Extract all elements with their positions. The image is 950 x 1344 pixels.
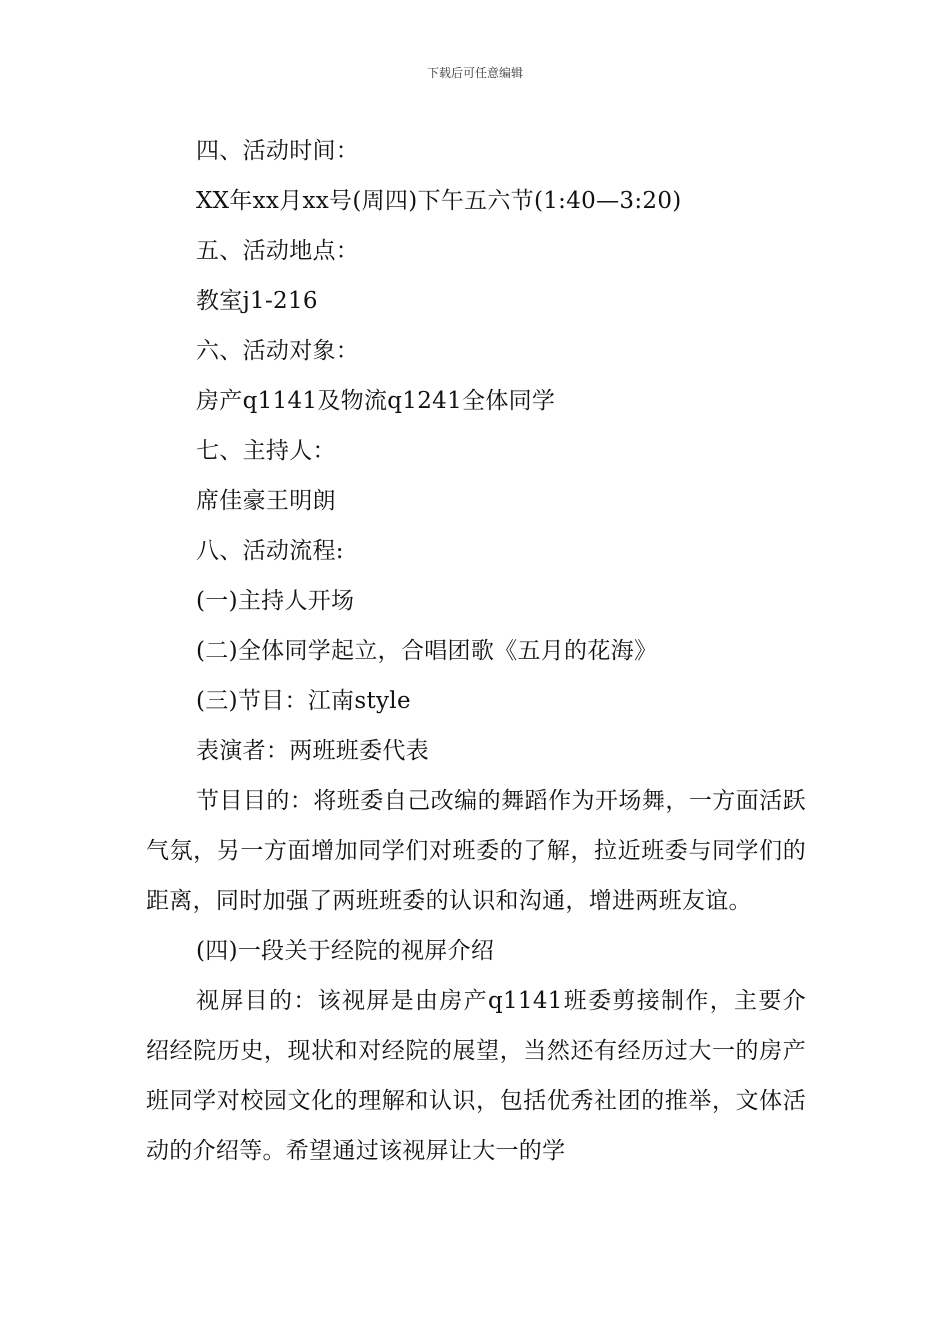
process-step-1: (一)主持人开场 <box>196 588 355 614</box>
activity-time-value: XX年xx月xx号(周四)下午五六节(1:40—3:20) <box>196 188 682 214</box>
section-heading-time: 四、活动时间： <box>196 138 360 164</box>
video-purpose-paragraph: 视屏目的：该视屏是由房产q1141班委剪接制作，主要介绍经院历史，现状和对经院的展望，当然还有经历过大一的房产班同学对校园文化的理解和认识，包括优秀社团的推举，文体活动的介绍等。希望通过该视屏让大一的学 <box>146 988 806 1164</box>
process-step-3: (三)节目：江南style <box>196 688 411 714</box>
performers-line: 表演者：两班班委代表 <box>196 738 429 764</box>
document-body <box>146 126 806 1176</box>
program-purpose-paragraph: 节目目的：将班委自己改编的舞蹈作为开场舞，一方面活跃气氛，另一方面增加同学们对班委的了解，拉近班委与同学们的距离，同时加强了两班班委的认识和沟通，增进两班友谊。 <box>146 788 806 914</box>
activity-location-value: 教室j1-216 <box>196 288 318 314</box>
section-heading-audience: 六、活动对象： <box>196 338 360 364</box>
section-heading-host: 七、主持人： <box>196 438 336 464</box>
activity-audience-value: 房产q1141及物流q1241全体同学 <box>196 388 556 414</box>
section-heading-process: 八、活动流程: <box>196 538 344 564</box>
page-header: 下载后可任意编辑 <box>426 66 523 80</box>
process-step-2: (二)全体同学起立，合唱团歌《五月的花海》 <box>196 638 658 664</box>
process-step-4: (四)一段关于经院的视屏介绍 <box>196 938 495 964</box>
section-heading-location: 五、活动地点： <box>196 238 360 264</box>
host-names: 席佳豪王明朗 <box>196 488 336 514</box>
